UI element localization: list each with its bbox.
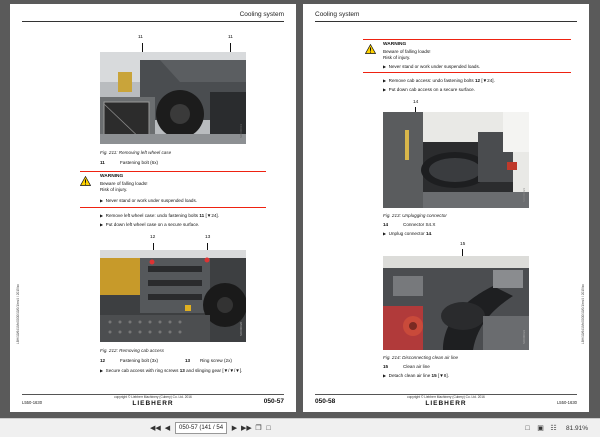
step-remove-cab-access: Remove cab access: undo fastening bolts 12 [▼24]. [388,78,495,83]
callout-11a: 11 [138,35,143,40]
page-header: Cooling system [315,11,360,18]
legend-12-num: 12 [100,358,106,363]
callout-12: 12 [150,235,156,240]
warning-line-1: Beware of falling loads! [383,49,431,54]
legend-11-text: Fastening bolt (6x) [120,160,159,165]
page-header: Cooling system [239,11,284,18]
page-view-icon[interactable]: □ [266,425,271,432]
header-rule [22,21,284,22]
step-remove-wheel-case: Remove left wheel case: undo fastening bolts 11 [▼24]. [105,213,219,218]
left-page: Cooling system 11 11 SD000019 Fig. 211: Removing left wheel case 11 Fastening bolt (6x) WARNING Beware of falling loads! Risk of injury. ▶ Never stand or work under suspended loads. ▶ Remove left wheel case: undo fastening bolts 11 [▼24]. ▶ Put down left wheel case on a secure surface. 12 13 SD000020 Fig. 212: Removing cab access 12 Fastening bolt (3x) 13 Ring screw (2x) ▶ Secure cab access with ring screws 13 and slinging gear [▼/▼/▼]. LBH/10/6419/b/0000/10/0/1/en/4 / 2015/xx L550-1630 copyright © Liebherr Machinery (Cubery) Co. Ltd. 2016 LIEBHERR 050-57 [10,4,296,412]
fig-212-photo [100,250,246,342]
footer-copyright: copyright © Liebherr Machinery (Cubery) Co. Ltd. 2016 [114,395,192,399]
legend-14-num: 14 [383,222,389,227]
legend-11-num: 11 [100,160,105,165]
step-unplug-connector: Unplug connector 14. [388,231,433,236]
zoom-level[interactable]: 81.91% [566,425,589,432]
fig-212-code: SD000020 [239,321,243,336]
side-doc-code: LBH/10/6419/b/0000/10/0/1/en/4 / 2015/xx [16,284,20,344]
side-doc-code: LBH/10/6419/b/0000/10/0/1/en/4 / 2015/xx [581,284,585,344]
warning-step: Never stand or work under suspended loads. [388,64,481,69]
warning-line-2: Risk of injury. [100,187,128,192]
warning-line-2: Risk of injury. [383,55,411,60]
fit-page-icon[interactable]: ▣ [537,425,544,432]
warning-rule-bottom [363,72,571,73]
fit-width-icon[interactable]: □ [525,425,530,432]
fig-213-photo [383,112,529,208]
legend-12-text: Fastening bolt (3x) [120,358,159,363]
next-page-icon[interactable]: ▶ [231,425,238,432]
page-number-input[interactable]: 050-57 (141 / 54 [175,422,227,434]
callout-13: 13 [205,235,211,240]
step-detach-clean-air-line: Detach clean air line 15 [▼8]. [388,373,449,378]
zoom-tool-icon[interactable]: ☷ [550,425,557,432]
warning-step: Never stand or work under suspended loads. [105,198,198,203]
viewer-toolbar [0,418,600,437]
first-page-icon[interactable]: ◀◀ [150,425,161,432]
legend-15-num: 15 [383,364,389,369]
step-put-down-cab-access: Put down cab access on a secure surface. [388,87,475,92]
warning-rule-bottom [80,207,266,208]
right-page: Cooling system WARNING Beware of falling loads! Risk of injury. ▶ Never stand or work under suspended loads. ▶ Remove cab access: undo fastening bolts 12 [▼24]. ▶ Put down cab access on a secure surface. 14 SD000021 Fig. 213: Unplugging connector 14 Connector S4.X ▶ Unplug connector 14. 15 SD000022 Fig. 214: Disconnecting clean air line 15 Clean air line ▶ Detach clean air line 15 [▼8]. LBH/10/6419/b/0000/10/0/1/en/4 / 2015/xx 050-58 copyright © Liebherr Machinery (Cubery) Co. Ltd. 2016 LIEBHERR L550-1630 [303,4,589,412]
callout-11b: 11 [228,35,233,40]
fig-214-caption: Fig. 214: Disconnecting clean air line [383,355,459,360]
warning-title: WARNING [383,42,407,47]
fig-211-photo [100,52,246,144]
callout-15: 15 [460,242,466,247]
last-page-icon[interactable]: ▶▶ [241,425,252,432]
liebherr-logo: LIEBHERR [425,400,467,407]
legend-14-text: Connector S4.X [403,222,436,227]
fig-214-code: SD000022 [522,329,526,344]
footer-model: L550-1630 [22,400,43,405]
warning-rule-top [363,39,571,40]
callout-14: 14 [413,100,419,105]
fig-213-code: SD000021 [522,187,526,202]
fig-211-caption: Fig. 211: Removing left wheel case [100,150,172,155]
fig-211-code: SD000019 [239,123,243,138]
warning-title: WARNING [100,174,124,179]
warning-triangle-icon [365,44,376,54]
liebherr-logo: LIEBHERR [132,400,174,407]
warning-rule-top [80,171,266,172]
page-number: 050-58 [315,398,336,405]
legend-15-text: Clean air line [403,364,430,369]
prev-page-icon[interactable]: ◀ [164,425,171,432]
legend-13-num: 13 [185,358,191,363]
fig-213-caption: Fig. 213: Unplugging connector [383,213,447,218]
footer-copyright: copyright © Liebherr Machinery (Cubery) Co. Ltd. 2016 [407,395,485,399]
copy-icon[interactable]: ❐ [255,425,262,432]
warning-line-1: Beware of falling loads! [100,181,148,186]
step-put-down-wheel-case: Put down left wheel case on a secure surface. [105,222,200,227]
step-secure-cab-access: Secure cab access with ring screws 13 and slinging gear [▼/▼/▼]. [105,368,243,373]
footer-model: L550-1630 [556,400,577,405]
page-number: 050-57 [263,398,284,405]
header-rule [315,21,577,22]
fig-214-photo [383,256,529,350]
legend-13-text: Ring screw (2x) [200,358,232,363]
fig-212-caption: Fig. 212: Removing cab access [100,348,165,353]
warning-triangle-icon [80,176,91,186]
